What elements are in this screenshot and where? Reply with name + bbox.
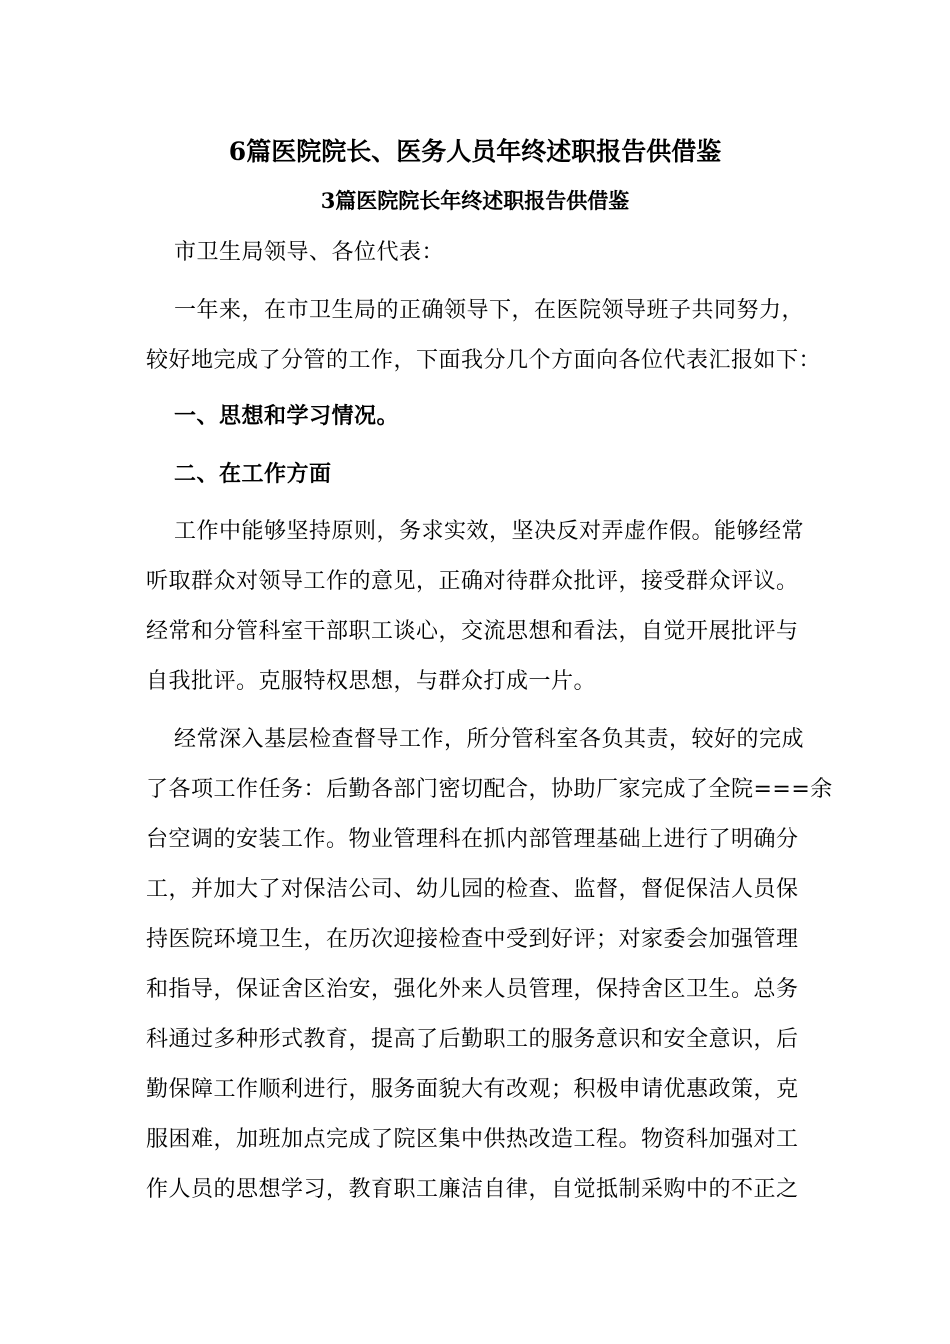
paragraph-line: 勤保障工作顺利进行，服务面貌大有改观；积极申请优惠政策，克 <box>146 1077 799 1102</box>
paragraph-line: 一年来，在市卫生局的正确领导下，在医院领导班子共同努力， <box>174 298 805 323</box>
paragraph-line: 科通过多种形式教育，提高了后勤职工的服务意识和安全意识，后 <box>146 1027 799 1052</box>
salutation: 市卫生局领导、各位代表： <box>174 240 445 265</box>
paragraph-line: 经常和分管科室干部职工谈心，交流思想和看法，自觉开展批评与 <box>146 619 799 644</box>
paragraph-line: 了各项工作任务：后勤各部门密切配合，协助厂家完成了全院===余 <box>146 777 833 802</box>
paragraph-line: 作人员的思想学习，教育职工廉洁自律，自觉抵制采购中的不正之 <box>146 1177 799 1202</box>
paragraph-line: 和指导，保证舍区治安，强化外来人员管理，保持舍区卫生。总务 <box>146 977 799 1002</box>
paragraph-line: 工作中能够坚持原则，务求实效，坚决反对弄虚作假。能够经常 <box>174 519 805 544</box>
paragraph-line: 服困难，加班加点完成了院区集中供热改造工程。物资科加强对工 <box>146 1127 799 1152</box>
document-title: 6篇医院院长、医务人员年终述职报告供借鉴 <box>228 137 722 166</box>
paragraph-line: 较好地完成了分管的工作，下面我分几个方面向各位代表汇报如下： <box>146 348 822 373</box>
paragraph-line: 持医院环境卫生，在历次迎接检查中受到好评；对家委会加强管理 <box>146 927 799 952</box>
paragraph-line: 自我批评。克服特权思想，与群众打成一片。 <box>146 669 597 694</box>
paragraph-line: 经常深入基层检查督导工作，所分管科室各负其责，较好的完成 <box>174 727 805 752</box>
section-heading: 一、思想和学习情况。 <box>174 403 400 429</box>
paragraph-line: 听取群众对领导工作的意见，正确对待群众批评，接受群众评议。 <box>146 569 799 594</box>
document-subtitle: 3篇医院院长年终述职报告供借鉴 <box>320 188 630 213</box>
paragraph-line: 台空调的安装工作。物业管理科在抓内部管理基础上进行了明确分 <box>146 827 799 852</box>
section-heading: 二、在工作方面 <box>174 461 332 487</box>
paragraph-line: 工，并加大了对保洁公司、幼儿园的检查、监督，督促保洁人员保 <box>146 877 799 902</box>
